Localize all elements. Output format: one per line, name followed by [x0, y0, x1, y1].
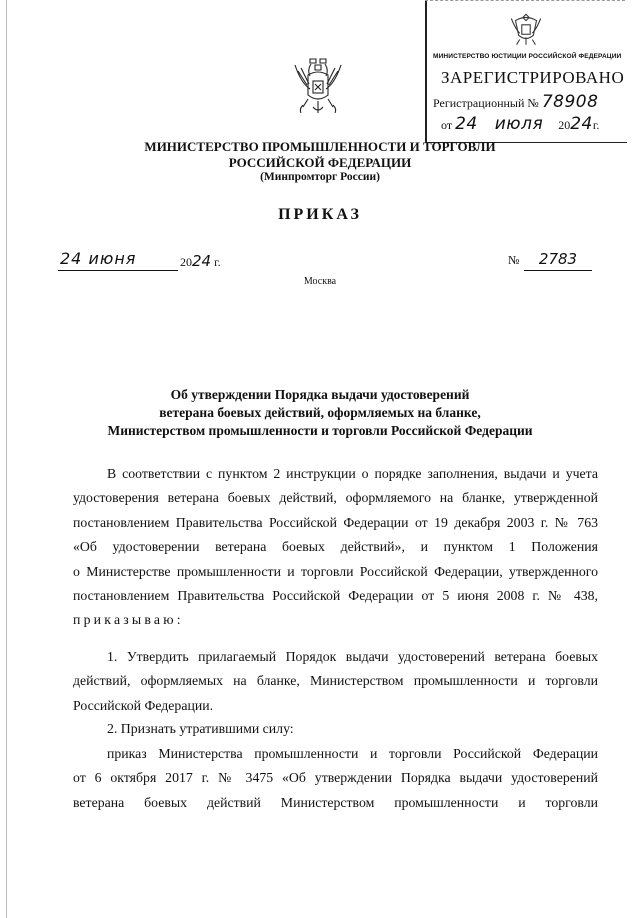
coat-of-arms-icon: [291, 55, 345, 121]
stamp-date-line: [441, 114, 625, 134]
ministry-name-line2: РОССИЙСКОЙ ФЕДЕРАЦИИ: [228, 155, 412, 170]
order-year-prefix: 20: [180, 255, 192, 269]
city: Москва: [303, 276, 337, 287]
paragraph-line: приказ Министерства промышленности и торговли Российской Федерации: [107, 746, 598, 761]
order-number-value: 2783: [524, 250, 592, 271]
paragraph-line: 2. Признать утратившими силу:: [107, 721, 294, 736]
paragraph-line: Российской Федерации.: [73, 697, 214, 713]
order-year-suffix: 24: [192, 252, 212, 270]
paragraph-item-2: [73, 717, 598, 741]
order-date-row: [58, 250, 598, 274]
stamp-ministry: МИНИСТЕРСТВО ЮСТИЦИИ РОССИЙСКОЙ ФЕДЕРАЦИИ: [433, 53, 622, 60]
stamp-status: ЗАРЕГИСТРИРОВАНО: [441, 68, 625, 87]
stamp-date-suffix: г.: [592, 118, 600, 132]
stamp-date-month: июля: [494, 114, 544, 134]
order-year-unit: г.: [214, 255, 221, 269]
paragraph-line: постановлением Правительства Российской Федерации от 5 июня 2008 г. № 438,: [73, 588, 598, 604]
stamp-reg-label: Регистрационный №: [433, 96, 539, 110]
stamp-top-border: [425, 0, 625, 2]
paragraph-line: действий, оформляемых на бланке, Министерством промышленности и торговли: [73, 673, 598, 689]
stamp-date-year-suffix: 24: [570, 114, 593, 134]
ministry-short-name: (Минпромторг России): [260, 171, 380, 183]
paragraph-item-1: [73, 645, 598, 718]
paragraph-preamble: [73, 462, 598, 633]
stamp-coat-of-arms-icon: [505, 8, 547, 50]
document-title-line1: Об утверждении Порядка выдачи удостоверений: [170, 387, 470, 402]
paragraph-line: ветерана боевых действий Министерством промышленности и торговли: [73, 794, 598, 810]
paragraph-line: удостоверения ветерана боевых действий, оформляемого на бланке, утвержденной: [73, 490, 598, 506]
paragraph-line: приказываю:: [73, 612, 184, 628]
order-number-sign: №: [508, 253, 520, 267]
paragraph-line: «Об удостоверении ветерана боевых действий», и пунктом 1 Положения: [73, 539, 598, 555]
stamp-date-prefix: от: [441, 118, 453, 132]
stamp-reg-line: [433, 92, 623, 112]
paragraph-line: от 6 октября 2017 г. № 3475 «Об утверждении Порядка выдачи удостоверений: [73, 770, 598, 786]
stamp-date-year-prefix: 20: [558, 118, 571, 132]
document-title-line2: ветерана боевых действий, оформляемых на бланке,: [159, 405, 481, 420]
document-title: [80, 386, 560, 440]
ministry-name-line1: МИНИСТЕРСТВО ПРОМЫШЛЕННОСТИ И ТОРГОВЛИ: [144, 139, 496, 154]
ministry-name: [140, 139, 500, 171]
order-date-day: 24 июня: [58, 250, 178, 271]
paragraph-line: 1. Утвердить прилагаемый Порядок выдачи удостоверений ветерана боевых: [107, 649, 598, 664]
stamp-date-day: 24: [455, 114, 478, 134]
order-number: [508, 250, 598, 272]
document-type: ПРИКАЗ: [278, 206, 362, 223]
stamp-reg-number: 78908: [541, 92, 599, 112]
paragraph-repealed-order: [73, 742, 598, 815]
paragraph-line: о Министерстве промышленности и торговли Российской Федерации, утвержденного: [73, 563, 598, 579]
order-date-year: [180, 251, 221, 272]
scan-edge: [6, 0, 7, 918]
paragraph-line: В соответствии с пунктом 2 инструкции о порядке заполнения, выдачи и учета: [107, 466, 598, 481]
document-title-line3: Министерством промышленности и торговли Российской Федерации: [107, 423, 533, 438]
paragraph-line: постановлением Правительства Российской Федерации от 19 декабря 2003 г. № 763: [73, 514, 598, 530]
